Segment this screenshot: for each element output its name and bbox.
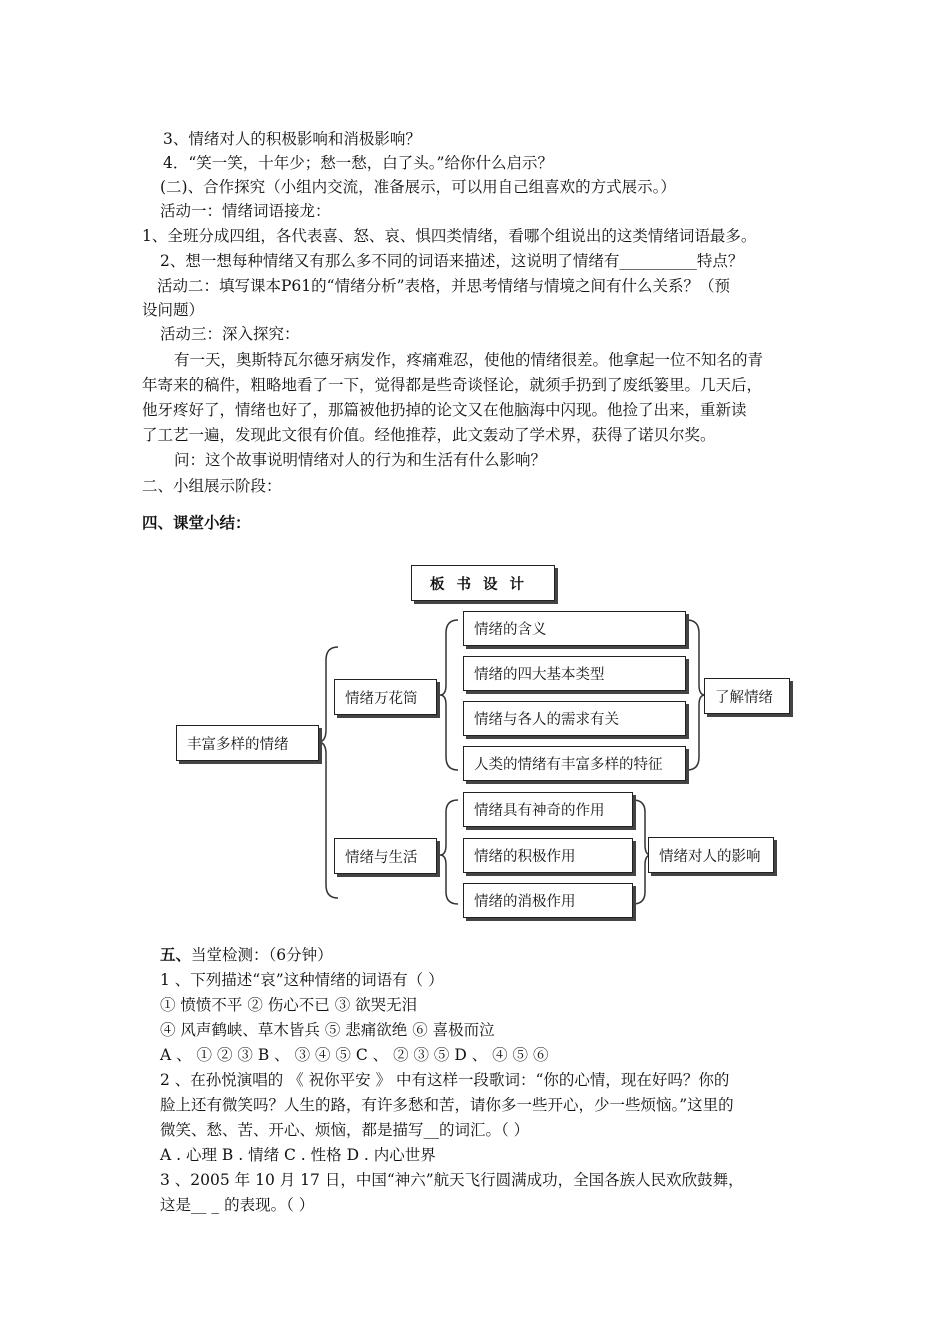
story-line-4: 了工艺一遍，发现此文很有价值。经他推荐，此文轰动了学术界，获得了诺贝尔奖。 (142, 426, 716, 444)
group-display-heading: 二、小组展示阶段： (142, 477, 282, 495)
diagram-branch-life: 情绪与生活 (334, 838, 437, 874)
story-line-3: 他牙疼好了，情绪也好了，那篇被他扔掉的论文又在他脑海中闪现。他捡了出来，重新读 (142, 401, 747, 419)
diagram-summary-understand: 了解情绪 (704, 678, 790, 714)
activity-1-heading: 活动一：情绪词语接龙： (160, 202, 331, 220)
story-line-1: 有一天，奥斯特瓦尔德牙病发作，疼痛难忍，使他的情绪很差。他拿起一位不知名的青 (174, 351, 764, 369)
test-q2-options: A . 心理 B . 情绪 C . 性格 D . 内心世界 (160, 1146, 436, 1164)
class-summary-heading: 四、课堂小结： (142, 514, 251, 532)
diagram-leaf: 情绪的四大基本类型 (463, 656, 686, 691)
test-heading-number: 五、 (160, 946, 192, 964)
question-4: 4．“笑一笑，十年少；愁一愁，白了头。”给你什么启示？ (163, 154, 553, 172)
activity-2-line-2: 设问题） (142, 301, 205, 319)
test-heading-text: 当堂检测：（6分钟） (191, 946, 333, 964)
diagram-root: 丰富多样的情绪 (176, 725, 319, 761)
diagram-leaf: 情绪的积极作用 (463, 838, 633, 873)
activity-2-line-1: 活动二：填写课本P61的“情绪分析”表格，并思考情绪与情境之间有什么关系？（预 (157, 277, 731, 295)
story-question: 问：这个故事说明情绪对人的行为和生活有什么影响？ (174, 451, 547, 469)
diagram-summary-influence: 情绪对人的影响 (648, 837, 774, 873)
test-q1: 1 、下列描述“哀”这种情绪的词语有（ ） (160, 971, 444, 989)
test-q2-line-1: 2 、在孙悦演唱的 《 祝你平安 》 中有这样一段歌词：“你的心情，现在好吗？你的 (160, 1071, 730, 1089)
test-q2-line-3: 微笑、愁、苦、开心、烦恼，都是描写__的词汇。（ ） (160, 1121, 530, 1139)
diagram-leaf: 情绪的消极作用 (463, 883, 633, 918)
story-line-2: 年寄来的稿件，粗略地看了一下，觉得都是些奇谈怪论，就须手扔到了废纸篓里。几天后， (142, 376, 763, 394)
activity-1-item-2: 2、想一想每种情绪又有那么多不同的词语来描述，这说明了情绪有__________特点？ (160, 252, 744, 270)
test-heading (160, 944, 333, 966)
test-q3-line-1: 3 、2005 年 10 月 17 日，中国“神六”航天飞行圆满成功，全国各族人民欢欣鼓舞， (160, 1171, 744, 1189)
diagram-leaf: 人类的情绪有丰富多样的特征 (463, 746, 686, 781)
test-q2-line-2: 脸上还有微笑吗？人生的路，有许多愁和苦，请你多一些开心，少一些烦恼。”这里的 (160, 1096, 734, 1114)
activity-1-item-1: 1、全班分成四组，各代表喜、怒、哀、惧四类情绪，看哪个组说出的这类情绪词语最多。 (142, 227, 757, 245)
diagram-leaf: 情绪具有神奇的作用 (463, 792, 633, 827)
activity-3-heading: 活动三：深入探究： (160, 325, 300, 343)
diagram-branch-kaleidoscope: 情绪万花筒 (334, 679, 437, 715)
diagram-leaf: 情绪的含义 (463, 611, 686, 646)
test-q1-choices: A 、 ① ② ③ B 、 ③ ④ ⑤ C 、 ② ③ ⑤ D 、 ④ ⑤ ⑥ (160, 1046, 549, 1064)
diagram-leaf: 情绪与各人的需求有关 (463, 701, 686, 736)
diagram-title: 板书设计 (411, 565, 555, 601)
test-q1-options-a: ① 愤愤不平 ② 伤心不已 ③ 欲哭无泪 (160, 996, 418, 1014)
test-q3-line-2: 这是__ _ 的表现。（ ） (160, 1196, 315, 1214)
question-3: 3、情绪对人的积极影响和消极影响？ (163, 130, 421, 148)
section-cooperation: (二)、合作探究（小组内交流，准备展示，可以用自己组喜欢的方式展示。） (160, 178, 676, 196)
test-q1-options-b: ④ 风声鹤峡、草木皆兵 ⑤ 悲痛欲绝 ⑥ 喜极而泣 (160, 1021, 495, 1039)
